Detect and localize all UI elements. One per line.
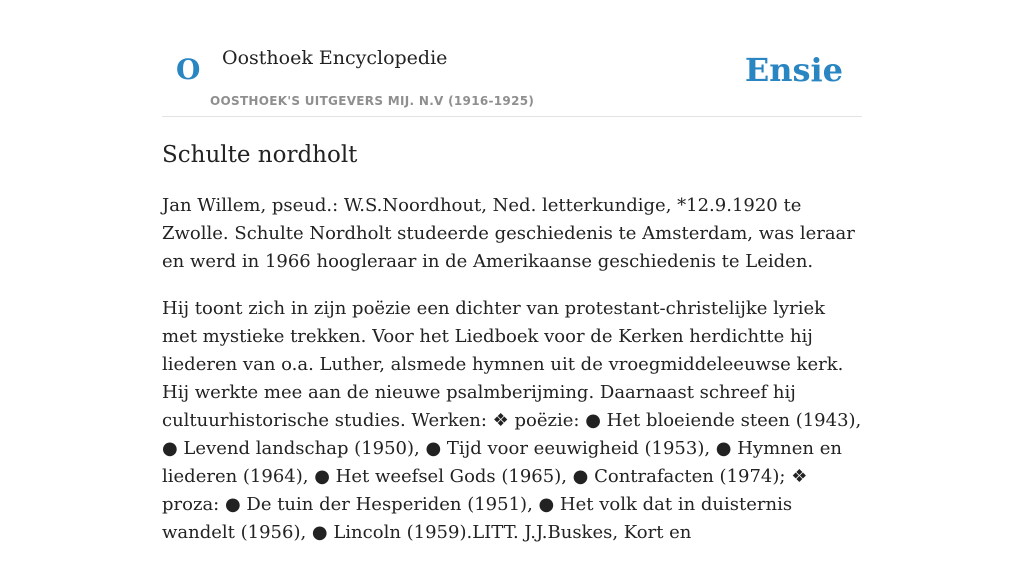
- article-body: [162, 192, 862, 566]
- article-paragraph: Jan Willem, pseud.: W.S.Noordhout, Ned. letterkundige, *12.9.1920 te Zwolle. Schulte Nordholt studeerde geschiedenis te Amsterdam, was leraar en werd in 1966 hoogleraar in de Amerikaanse geschiedenis te Leiden.: [162, 195, 855, 272]
- site-title[interactable]: Oosthoek Encyclopedie: [222, 47, 448, 69]
- publisher-subtitle: OOSTHOEK'S UITGEVERS MIJ. N.V (1916-1925): [210, 94, 535, 108]
- article-paragraph: Hij toont zich in zijn poëzie een dichter van protestant-christelijke lyriek met mystieke trekken. Voor het Liedboek voor de Kerken herdichtte hij liederen van o.a. Luther, alsmede hymnen uit de vroegmiddeleeuwse kerk. Hij werkte mee aan de nieuwe psalmberijming. Daarnaast schreef hij cultuurhistorische studies. Werken: ❖ poëzie: ● Het bloeiende steen (1943), ● Levend landschap (1950), ● Tijd voor eeuwigheid (1953), ● Hymnen en liederen (1964), ● Het weefsel Gods (1965), ● Contrafacten (1974); ❖ proza: ● De tuin der Hesperiden (1951), ● Het volk dat in duisternis wandelt (1956), ● Lincoln (1959).LITT. J.J.Buskes, Kort en: [162, 298, 862, 543]
- article-title: Schulte nordholt: [162, 142, 358, 168]
- site-header: [162, 0, 862, 117]
- oosthoek-logo-icon[interactable]: O: [176, 53, 201, 86]
- ensie-logo[interactable]: Ensie: [744, 51, 843, 89]
